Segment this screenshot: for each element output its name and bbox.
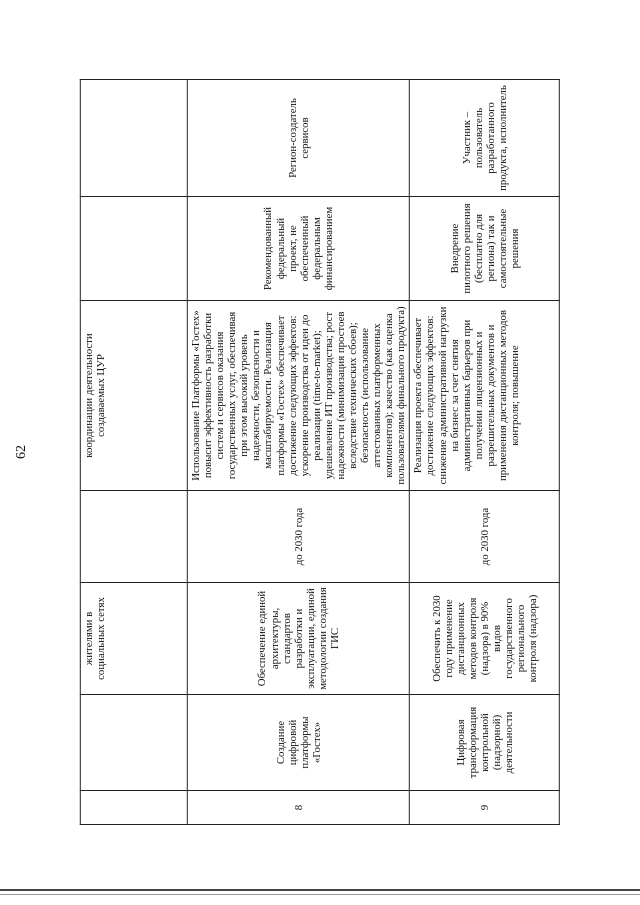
cell-effect: координации деятельности создаваемых ЦУР (80, 301, 187, 491)
cell-role (80, 80, 187, 197)
region-role: Участник – пользователь разработанного продукта, исполнитель (410, 80, 560, 197)
project-name: Цифровая трансформация контрольной (надзорной) деятельности (410, 695, 560, 791)
cell-name (80, 695, 187, 791)
page-bottom-rule-thin (0, 894, 640, 895)
table-row (187, 80, 409, 825)
project-name: Создание цифровой платформы «Гостех» (187, 695, 409, 791)
project-goal: Обеспечить к 2030 году применение дистанционных методов контроля (надзора) в 90% видов государственного регионального контроля (надзора) (410, 583, 560, 695)
row-number: 8 (187, 791, 409, 825)
region-role: Регион-создатель сервисов (187, 80, 409, 197)
project-approach: Внедрение пилотного решения (бесплатно для региона) так и самостоятельные решения (410, 197, 560, 301)
project-term: до 2030 года (410, 491, 560, 583)
project-approach: Рекомендованный федеральный проект, не обеспеченный федеральным финансированием (187, 197, 409, 301)
cell-goal: жителями в социальных сетях (80, 583, 187, 695)
project-goal: Обеспечение единой архитектуры, стандартов разработки и эксплуатации, единой методологии создания ГИС (187, 583, 409, 695)
cell-approach (80, 197, 187, 301)
page-bottom-rule (0, 889, 640, 891)
project-effect: Реализация проекта обеспечивает достижение следующих эффектов: снижение административной нагрузки на бизнес за счет снятия административных барьеров при получении лицензионных и разрешительных документов и применения дистанционных методов контроля; повышение (410, 301, 560, 491)
table-row (410, 80, 560, 825)
continuation-row (80, 80, 187, 825)
page-number: 62 (14, 445, 29, 459)
row-number: 9 (410, 791, 560, 825)
cell-term (80, 491, 187, 583)
projects-table (80, 79, 560, 825)
project-term: до 2030 года (187, 491, 409, 583)
cell-num (80, 791, 187, 825)
project-effect: Использование Платформы «Гостех» повысит эффективность разработки систем и сервисов оказания государственных услуг, обеспечивая при этом высокий уровень надежности, безопасности и масштабируемости. Реализация платформы «Гостех» обеспечивает достижение следующих эффектов: ускорение производства от идеи до реализации (time-to-market); удешевление ИТ производства; рост надежности (минимизация простоев вследствие технических сбоев); безопасность (использование аттестованных платформенных компонентов); качество (как оценка пользователями финального продукта) (187, 301, 409, 491)
